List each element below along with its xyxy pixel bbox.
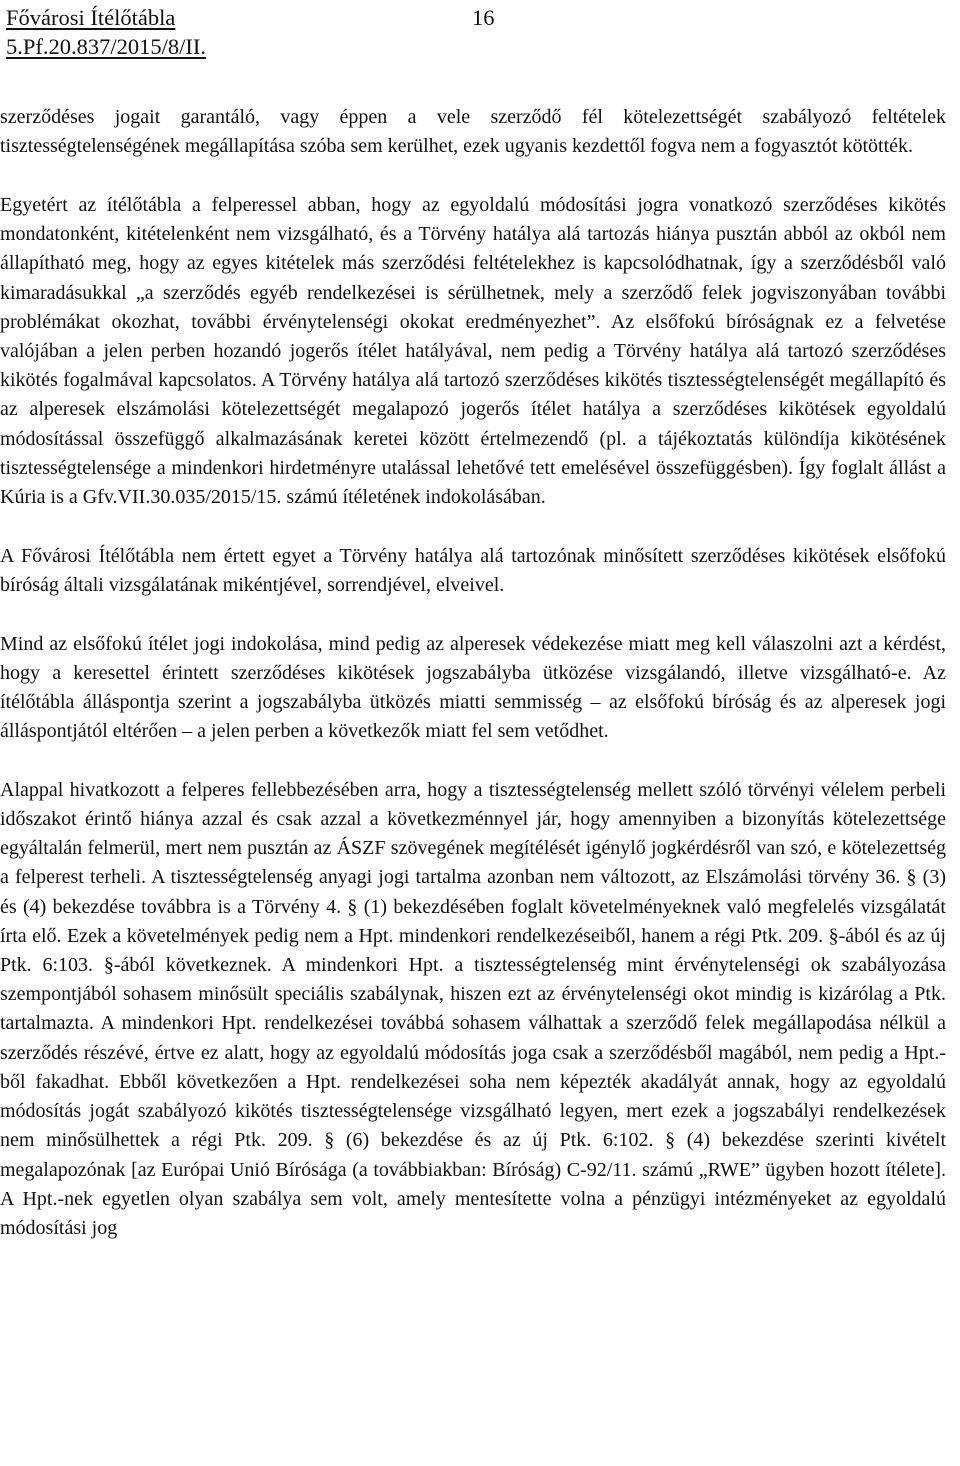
document-page <box>6 4 952 64</box>
case-number: 5.Pf.20.837/2015/8/II. <box>6 34 206 59</box>
paragraph: Egyetért az ítélőtábla a felperessel abban, hogy az egyoldalú módosítási jogra vonatkozó szerződéses kikötés mondatonként, kitételenként nem vizsgálható, és a Törvény hatálya alá tartozás hiánya pusztán abból az okból nem állapítható meg, hogy az egyes kitételek más szerződési feltételekhez is kapcsolódhatnak, így a szerződésből való kimaradásukkal „a szerződés egyéb rendelkezései is sérülhetnek, mely a szerződő felek jogviszonyában további problémákat okozhat, további érvénytelenségi okokat eredményezhet”. Az elsőfokú bíróságnak ez a felvetése valójában a jelen perben hozandó jogerős ítélet hatályával, nem pedig a Törvény hatálya alá tartozó szerződéses kikötés fogalmával kapcsolatos. A Törvény hatálya alá tartozó szerződéses kikötés tisztességtelenségét megállapító és az alperesek elszámolási kötelezettségét megalapozó jogerős ítélet hatálya a szerződéses kikötések egyoldalú módosítással összefüggő alkalmazásának keretei között értelmezendő (pl. a tájékoztatás különdíja kikötésének tisztességtelensége a mindenkori hirdetményre utalással lehetővé tett emelésével összefüggésben). Így foglalt állást a Kúria is a Gfv.VII.30.035/2015/15. számú ítéletének indokolásában. <box>0 193 946 508</box>
paragraph: Alappal hivatkozott a felperes fellebbezésében arra, hogy a tisztességtelenség mellett szóló törvényi vélelem perbeli időszakot érintő hiánya azzal és csak azzal a következménnyel jár, hogy amennyiben a bizonyítás kötelezettsége egyáltalán felmerül, mert nem pusztán az ÁSZF szövegének megítélését igénylő jogkérdésről van szó, e kötelezettség a felperest terheli. A tisztességtelenség anyagi jogi tartalma azonban nem változott, az Elszámolási törvény 36. § (3) és (4) bekezdése továbbra is a Törvény 4. § (1) bekezdésében foglalt követelményeknek való megfelelés vizsgálatát írta elő. Ezek a követelmények pedig nem a Hpt. mindenkori rendelkezéseiből, hanem a régi Ptk. 209. §-ából és az új Ptk. 6:103. §-ából következnek. A mindenkori Hpt. a tisztességtelenség mint érvénytelenségi ok szabályozása szempontjából sohasem minősült speciális szabálynak, hiszen ezt az érvénytelenségi okot mindig is kizárólag a Ptk. tartalmazta. A mindenkori Hpt. rendelkezései továbbá sohasem válhattak a szerződő felek megállapodása nélkül a szerződés részévé, értve ez alatt, hogy az egyoldalú módosítás joga csak a szerződésből magából, nem pedig a Hpt.-ből fakadhat. Ebből következően a Hpt. rendelkezései soha nem képezték akadályát annak, hogy az egyoldalú módosítás jogát szabályozó kikötés tisztességtelensége vizsgálható legyen, mert ezek a jogszabályi rendelkezések nem minősülhettek a régi Ptk. 209. § (6) bekezdése és az új Ptk. 6:102. § (4) bekezdése szerinti kivételt megalapozónak [az Európai Unió Bírósága (a továbbiakban: Bíróság) C-92/11. számú „RWE” ügyben hozott ítélete]. A Hpt.-nek egyetlen olyan szabálya sem volt, amely mentesítette volna a pénzügyi intézményeket az egyoldalú módosítási jog <box>0 778 946 1239</box>
paragraph: A Fővárosi Ítélőtábla nem értett egyet a Törvény hatálya alá tartozónak minősített szerződéses kikötések elsőfokú bíróság általi vizsgálatának mikéntjével, sorrendjével, elveivel. <box>0 544 946 596</box>
paragraph: Mind az elsőfokú ítélet jogi indokolása, mind pedig az alperesek védekezése miatt meg kell válaszolni azt a kérdést, hogy a keresettel érintett szerződéses kikötések jogszabályba ütközése vizsgálandó, illetve vizsgálható-e. Az ítélőtábla álláspontja szerint a jogszabályba ütközés miatti semmisség – az elsőfokú bíróság és az alperesek jogi álláspontjától eltérően – a jelen perben a következők miatt fel sem vetődhet. <box>0 632 946 743</box>
page-header <box>6 4 952 64</box>
court-name: Fővárosi Ítélőtábla <box>6 5 176 30</box>
document-body <box>0 103 946 1243</box>
page-number: 16 <box>472 5 495 30</box>
paragraph: szerződéses jogait garantáló, vagy éppen a vele szerződő fél kötelezettségét szabályozó feltételek tisztességtelenségének megállapítása szóba sem kerülhet, ezek ugyanis kezdettől fogva nem a fogyasztót kötötték. <box>0 106 946 158</box>
